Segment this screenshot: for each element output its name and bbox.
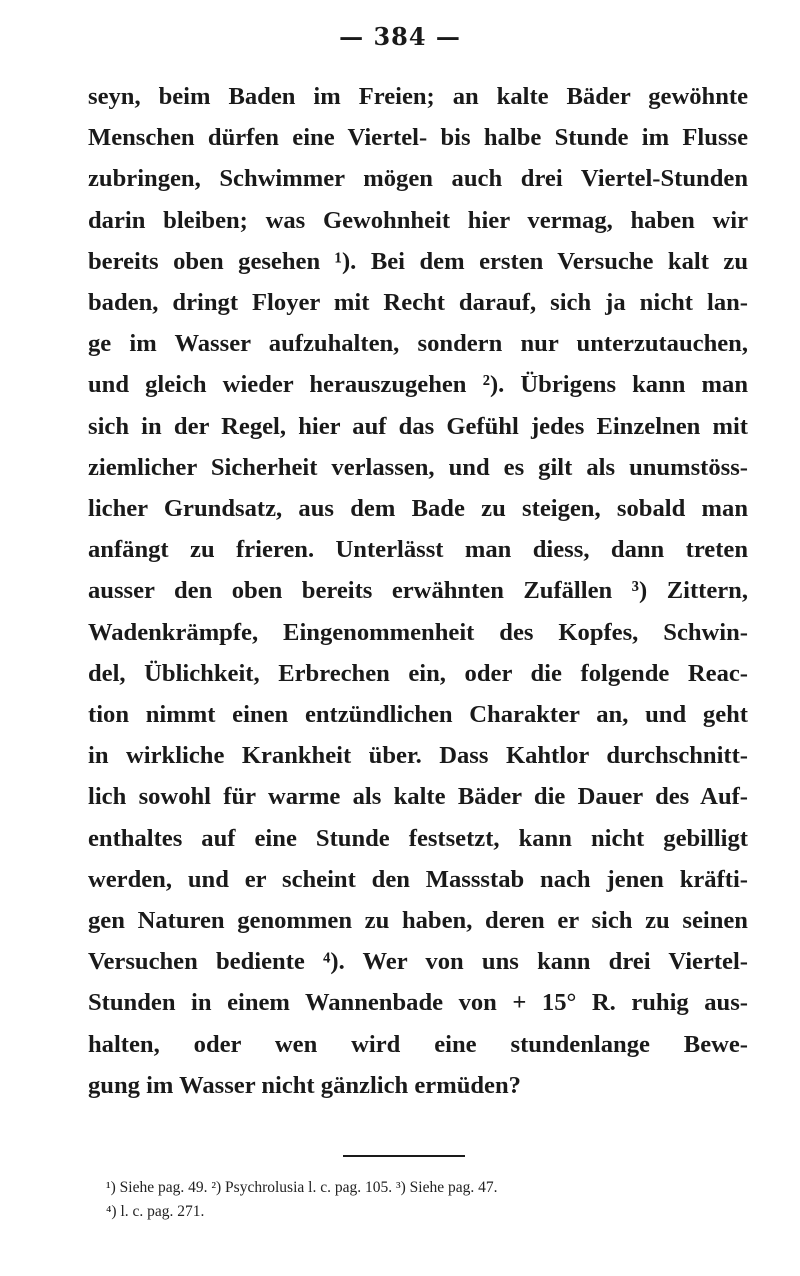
footnote-divider bbox=[343, 1155, 465, 1157]
footnote-line: ⁴) l. c. pag. 271. bbox=[106, 1203, 205, 1220]
text-line: zubringen, Schwimmer mögen auch drei Viertel-Stunden bbox=[88, 165, 748, 193]
text-line: und gleich wieder herauszugehen ²). Übrigens kann man bbox=[88, 371, 748, 399]
text-line: in wirkliche Krankheit über. Dass Kahtlor durchschnitt- bbox=[88, 742, 748, 770]
text-line: anfängt zu frieren. Unterlässt man diess, dann treten bbox=[88, 536, 748, 564]
text-line: lich sowohl für warme als kalte Bäder die Dauer des Auf- bbox=[88, 783, 748, 811]
text-line: licher Grundsatz, aus dem Bade zu steigen, sobald man bbox=[88, 495, 748, 523]
text-line: halten, oder wen wird eine stundenlange Bewe- bbox=[88, 1030, 748, 1058]
text-line: sich in der Regel, hier auf das Gefühl jedes Einzelnen mit bbox=[88, 412, 748, 440]
text-line: baden, dringt Floyer mit Recht darauf, sich ja nicht lan- bbox=[88, 289, 748, 317]
text-line: ziemlicher Sicherheit verlassen, und es gilt als unumstöss- bbox=[88, 453, 748, 481]
text-line: gen Naturen genommen zu haben, deren er sich zu seinen bbox=[88, 907, 748, 935]
footnote-line: ¹) Siehe pag. 49. ²) Psychrolusia l. c. pag. 105. ³) Siehe pag. 47. bbox=[106, 1179, 498, 1196]
text-line: Wadenkrämpfe, Eingenommenheit des Kopfes, Schwin- bbox=[88, 618, 748, 646]
text-line: del, Üblichkeit, Erbrechen ein, oder die folgende Reac- bbox=[88, 659, 748, 687]
text-line: darin bleiben; was Gewohnheit hier vermag, haben wir bbox=[88, 206, 748, 234]
body-text bbox=[88, 76, 748, 1106]
text-line: enthaltes auf eine Stunde festsetzt, kann nicht gebilligt bbox=[88, 824, 748, 852]
text-line: ausser den oben bereits erwähnten Zufällen ³) Zittern, bbox=[88, 577, 748, 605]
text-line: Stunden in einem Wannenbade von + 15° R. ruhig aus- bbox=[88, 989, 748, 1017]
footnotes bbox=[106, 1176, 766, 1224]
text-line: Menschen dürfen eine Viertel- bis halbe Stunde im Flusse bbox=[88, 124, 748, 152]
text-line: werden, und er scheint den Massstab nach jenen kräfti- bbox=[88, 865, 748, 893]
page-number: — 384 — bbox=[339, 22, 461, 51]
text-line: bereits oben gesehen ¹). Bei dem ersten Versuche kalt zu bbox=[88, 247, 748, 275]
text-line: tion nimmt einen entzündlichen Charakter an, und geht bbox=[88, 701, 748, 729]
text-line: ge im Wasser aufzuhalten, sondern nur unterzutauchen, bbox=[88, 330, 748, 358]
text-line: seyn, beim Baden im Freien; an kalte Bäder gewöhnte bbox=[88, 83, 748, 110]
text-line: Versuchen bediente ⁴). Wer von uns kann drei Viertel- bbox=[88, 948, 748, 976]
text-line: gung im Wasser nicht gänzlich ermüden? bbox=[88, 1071, 521, 1099]
